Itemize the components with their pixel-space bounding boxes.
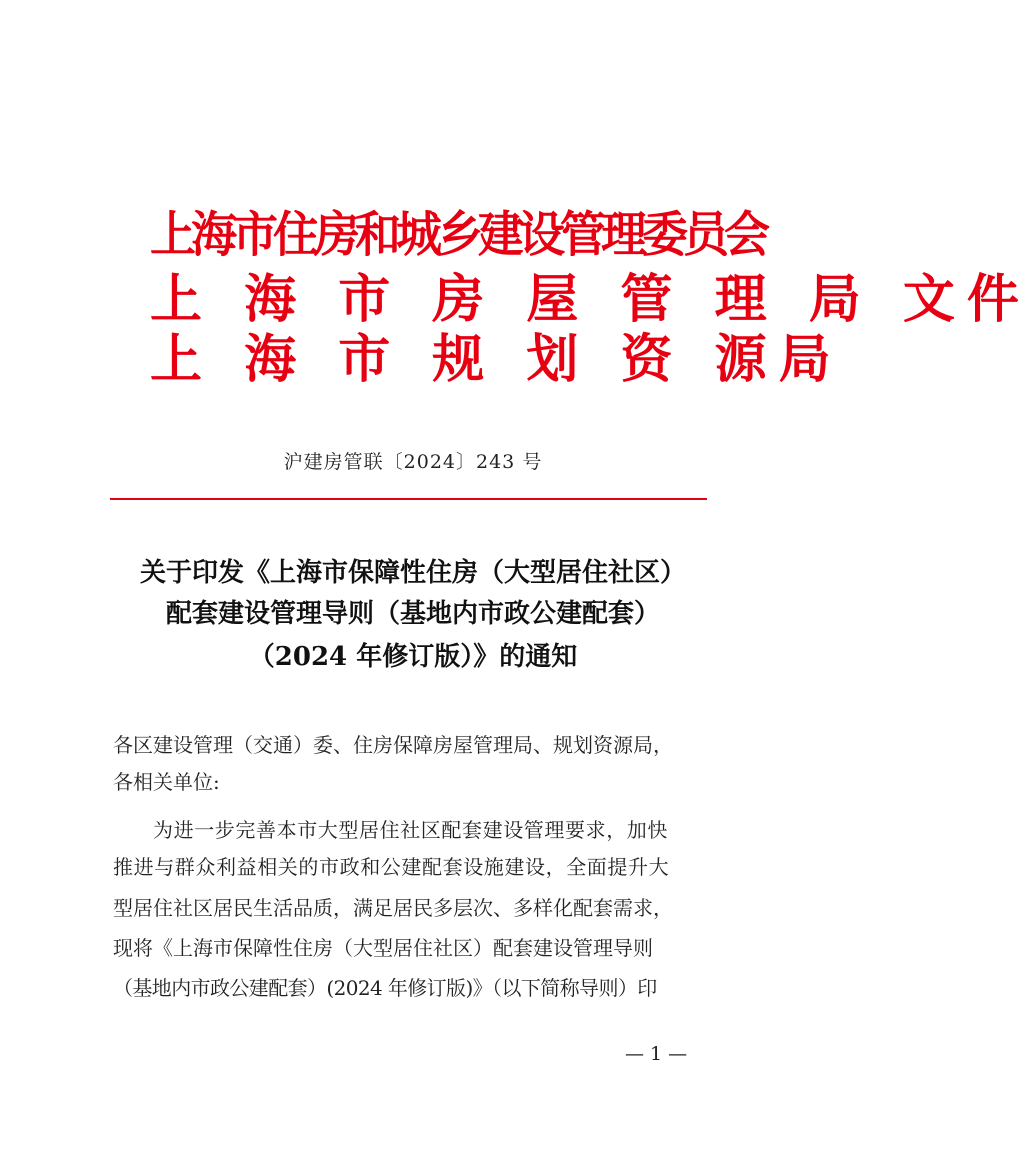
document-number: 沪建房管联〔2024〕243 号 <box>283 451 543 473</box>
body-line-addressees-cont: 各相关单位: <box>113 770 220 794</box>
document-title-line-1: 关于印发《上海市保障性住房（大型居住社区） <box>139 558 686 588</box>
document-title-line-2: 配套建设管理导则（基地内市政公建配套） <box>165 599 660 629</box>
body-paragraph-line: 现将《上海市保障性住房（大型居住社区）配套建设管理导则 <box>113 936 653 960</box>
body-paragraph-line: 推进与群众利益相关的市政和公建配套设施建设，全面提升大 <box>113 855 670 879</box>
body-paragraph-line: 型居住社区居民生活品质，满足居民多层次、多样化配套需求， <box>113 896 673 920</box>
body-paragraph-line: （基地内市政公建配套）(2024 年修订版)》（以下简称导则）印 <box>113 976 657 1000</box>
document-title-line-3: （2024 年修订版）》的通知 <box>248 642 578 672</box>
issuer-line-housing-commission: 上海市住房和城乡建设管理委员会 <box>150 205 765 263</box>
body-line-addressees: 各区建设管理（交通）委、住房保障房屋管理局、规划资源局， <box>113 733 673 757</box>
header-divider <box>110 498 707 500</box>
body-paragraph-line: 为进一步完善本市大型居住社区配套建设管理要求，加快 <box>153 818 668 842</box>
issuer-line-planning-bureau: 上 海 市 规 划 资 源局 <box>150 329 843 390</box>
page-number: — 1 — <box>625 1043 688 1065</box>
issuer-line-housing-bureau: 上 海 市 房 屋 管 理 局 文件 <box>150 269 1031 330</box>
